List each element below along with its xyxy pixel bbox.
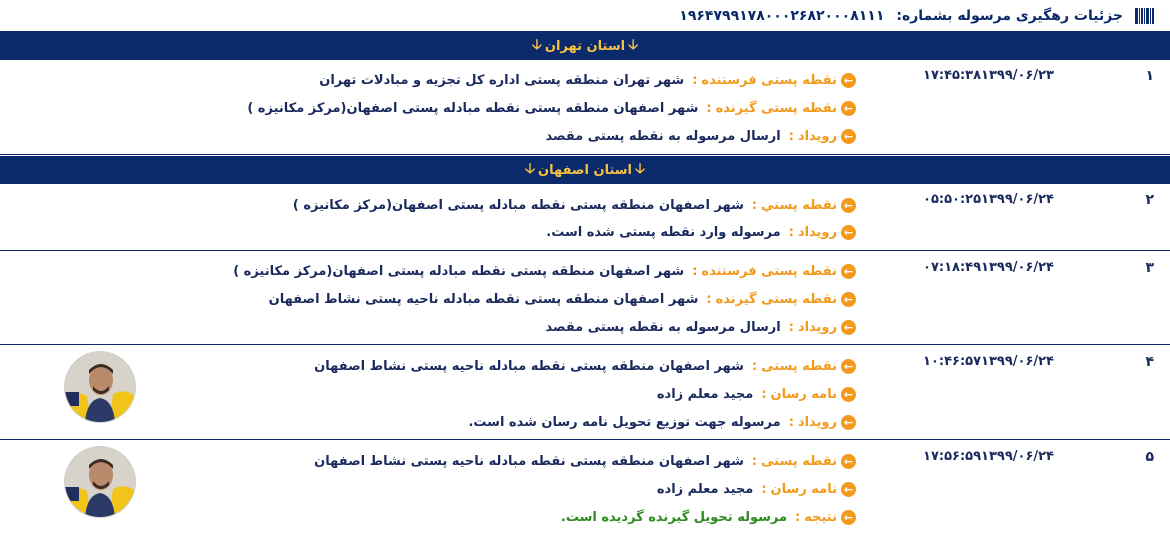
event-row [0,252,1170,345]
event-line-label: نامه رسان [770,386,837,402]
arrow-left-circle-icon: ← [841,359,856,374]
event-row [0,184,1170,251]
event-time: ۱۷:۴۵:۳۸۱۳۹۹/۰۶/۲۳ [923,68,1054,83]
event-time: ۰۷:۱۸:۴۹۱۳۹۹/۰۶/۲۴ [923,260,1054,275]
event-row [0,346,1170,440]
event-index: ۳ [1145,260,1154,276]
event-line-value: شهر اصفهان منطقه پستی نقطه مبادله ناحیه پستی نشاط اصفهان [268,291,699,307]
mail-carrier-avatar [65,447,135,517]
event-line: ← نامه رسان : مجید معلم زاده [657,384,856,404]
event-row [0,60,1170,155]
event-line-value: ارسال مرسوله به نقطه پستی مقصد [545,319,781,335]
event-line-label: رویداد [797,319,837,335]
event-line-value: مرسوله وارد نقطه پستی شده است. [546,224,781,240]
event-line: ← رویداد : ارسال مرسوله به نقطه پستی مقصد [546,317,857,337]
event-line-label: نقطه پستی فرستنده [701,72,837,88]
event-line: ← نقطه پستی گیرنده : شهر اصفهان منطقه پستی نقطه مبادله پستی اصفهان(مرکز مکانیزه ) [247,98,856,118]
arrow-left-circle-icon: ← [841,225,856,240]
event-line-value: شهر اصفهان منطقه پستی نقطه مبادله ناحیه پستی نشاط اصفهان [314,358,744,374]
event-line: ← رویداد : مرسوله جهت توزیع تحویل نامه رسان شده است. [468,412,856,432]
event-line-label: نقطه پستی گیرنده [715,100,837,116]
event-row [0,441,1170,538]
event-line: ← نقطه پستی گیرنده : شهر اصفهان منطقه پستی نقطه مبادله ناحیه پستی نشاط اصفهان [269,289,856,309]
mail-carrier-avatar [65,352,135,422]
event-line-label: نتیجه [804,509,837,525]
arrow-left-circle-icon: ← [841,454,856,469]
event-line-value: شهر تهران منطقه پستی اداره کل تجزیه و مبادلات تهران [319,72,685,88]
event-line-value: مرسوله جهت توزیع تحویل نامه رسان شده است. [468,414,781,430]
event-line-value: شهر اصفهان منطقه پستی نقطه مبادله پستی اصفهان(مرکز مکانیزه ) [292,197,744,213]
arrow-left-circle-icon: ← [841,198,856,213]
event-line-value: شهر اصفهان منطقه پستی نقطه مبادله ناحیه پستی نشاط اصفهان [314,453,744,469]
event-line-label: نقطه پستی فرستنده [701,263,837,279]
arrow-left-circle-icon: ← [841,320,856,335]
arrow-left-circle-icon: ← [841,510,856,525]
arrow-down-icon: 🡣 [531,37,542,53]
event-line-value: مجید معلم زاده [656,386,754,402]
province-label: استان تهران [544,38,626,54]
event-line-value: شهر اصفهان منطقه پستی نقطه مبادله پستی اصفهان(مرکز مکانیزه ) [233,263,685,279]
event-line-label: نامه رسان [770,481,837,497]
event-line-label: رویداد [797,128,837,144]
event-line: ← نقطه پستی : شهر اصفهان منطقه پستی نقطه مبادله ناحیه پستی نشاط اصفهان [314,356,856,376]
event-line-label: نقطه پستي [761,197,837,213]
event-line-value: ارسال مرسوله به نقطه پستی مقصد [545,128,781,144]
event-line: ← نقطه پستی : شهر اصفهان منطقه پستی نقطه مبادله ناحیه پستی نشاط اصفهان [314,451,856,471]
tracking-header [0,0,1170,32]
arrow-left-circle-icon: ← [841,264,856,279]
province-header-tehran [0,32,1170,60]
event-line-label: رویداد [797,224,837,240]
arrow-down-icon: 🡣 [628,37,639,53]
arrow-left-circle-icon: ← [841,482,856,497]
event-index: ۱ [1145,68,1154,84]
arrow-left-circle-icon: ← [841,73,856,88]
arrow-down-icon: 🡣 [635,161,646,177]
event-line: ← نتیجه : مرسوله تحویل گیرنده گردیده است. [561,507,856,527]
arrow-left-circle-icon: ← [841,129,856,144]
event-index: ۲ [1145,192,1154,208]
event-line: ← نقطه پستي : شهر اصفهان منطقه پستی نقطه مبادله پستی اصفهان(مرکز مکانیزه ) [293,195,856,215]
event-line: ← رویداد : ارسال مرسوله به نقطه پستی مقصد [546,126,857,146]
arrow-left-circle-icon: ← [841,415,856,430]
tracking-number: ۱۹۶۴۷۹۹۱۷۸۰۰۰۲۶۸۲۰۰۰۸۱۱۱ [679,7,885,24]
event-line: ← نقطه پستی فرستنده : شهر اصفهان منطقه پستی نقطه مبادله پستی اصفهان(مرکز مکانیزه ) [233,261,856,281]
arrow-down-icon: 🡣 [524,161,536,177]
event-index: ۵ [1145,449,1154,465]
page-title: جزئیات رهگیری مرسوله بشماره: [896,7,1123,24]
event-time: ۰۵:۵۰:۲۵۱۳۹۹/۰۶/۲۴ [923,192,1054,207]
event-line-label: نقطه پستی [761,358,837,374]
event-line: ← رویداد : مرسوله وارد نقطه پستی شده است. [546,222,856,242]
province-header-isfahan [0,156,1170,184]
event-line: ← نامه رسان : مجید معلم زاده [657,479,856,499]
barcode-icon [1135,8,1154,24]
event-line-label: نقطه پستی [761,453,837,469]
province-label: استان اصفهان [538,162,632,178]
event-line-label: رویداد [797,414,837,430]
event-time: ۱۰:۴۶:۵۷۱۳۹۹/۰۶/۲۴ [923,354,1054,369]
event-line: ← نقطه پستی فرستنده : شهر تهران منطقه پستی اداره کل تجزیه و مبادلات تهران [319,70,856,90]
event-line-value: مجید معلم زاده [656,481,754,497]
arrow-left-circle-icon: ← [841,387,856,402]
event-line-value: شهر اصفهان منطقه پستی نقطه مبادله پستی اصفهان(مرکز مکانیزه ) [247,100,699,116]
arrow-left-circle-icon: ← [841,292,856,307]
event-time: ۱۷:۵۶:۵۹۱۳۹۹/۰۶/۲۴ [923,449,1054,464]
arrow-left-circle-icon: ← [841,101,856,116]
event-line-label: نقطه پستی گیرنده [715,291,837,307]
event-index: ۴ [1145,354,1154,370]
delivery-result-value: مرسوله تحویل گیرنده گردیده است. [560,509,788,525]
